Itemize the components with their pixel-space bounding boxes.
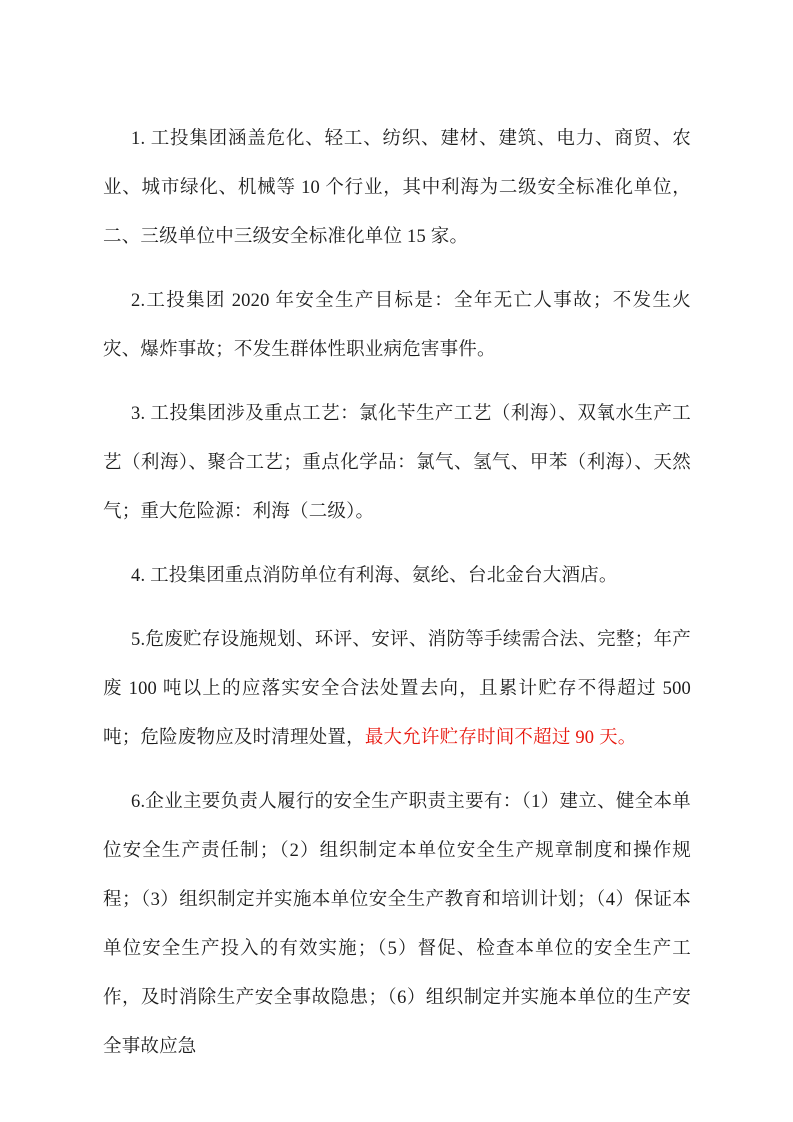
paragraph-4 (103, 552, 691, 601)
paragraph-5 (103, 616, 691, 763)
text-run: 1. 工投集团涵盖危化、轻工、纺织、建材、建筑、电力、商贸、农业、城市绿化、机械等 10 个行业，其中利海为二级安全标准化单位，二、三级单位中三级安全标准化单位 15 家。 (103, 129, 691, 247)
text-run: 2.工投集团 2020 年安全生产目标是：全年无亡人事故；不发生火灾、爆炸事故；不发生群体性职业病危害事件。 (103, 291, 691, 360)
paragraph-3 (103, 390, 691, 537)
text-run: 6.企业主要负责人履行的安全生产职责主要有：（1）建立、健全本单位安全生产责任制；（2）组织制定本单位安全生产规章制度和操作规程；（3）组织制定并实施本单位安全生产教育和培训计划；（4）保证本单位安全生产投入的有效实施；（5）督促、检查本单位的安全生产工作，及时消除生产安全事故隐患；（6）组织制定并实施本单位的生产安全事故应急 (103, 792, 691, 1057)
paragraph-6 (103, 778, 691, 1072)
paragraph-1 (103, 115, 691, 262)
highlighted-red-text: 最大允许贮存时间不超过 90 天。 (364, 728, 637, 748)
text-run: 4. 工投集团重点消防单位有利海、氨纶、台北金台大酒店。 (131, 566, 618, 586)
text-run: 5.危废贮存设施规划、环评、安评、消防等手续需合法、完整；年产废 100 吨以上的应落实安全合法处置去向，且累计贮存不得超过 500 吨；危险废物应及时清理处置， (103, 630, 691, 748)
paragraph-2 (103, 277, 691, 375)
document-body (103, 115, 691, 1072)
text-run: 3. 工投集团涉及重点工艺：氯化苄生产工艺（利海）、双氧水生产工艺（利海）、聚合工艺；重点化学品：氯气、氢气、甲苯（利海）、天然气；重大危险源：利海（二级）。 (103, 404, 691, 522)
